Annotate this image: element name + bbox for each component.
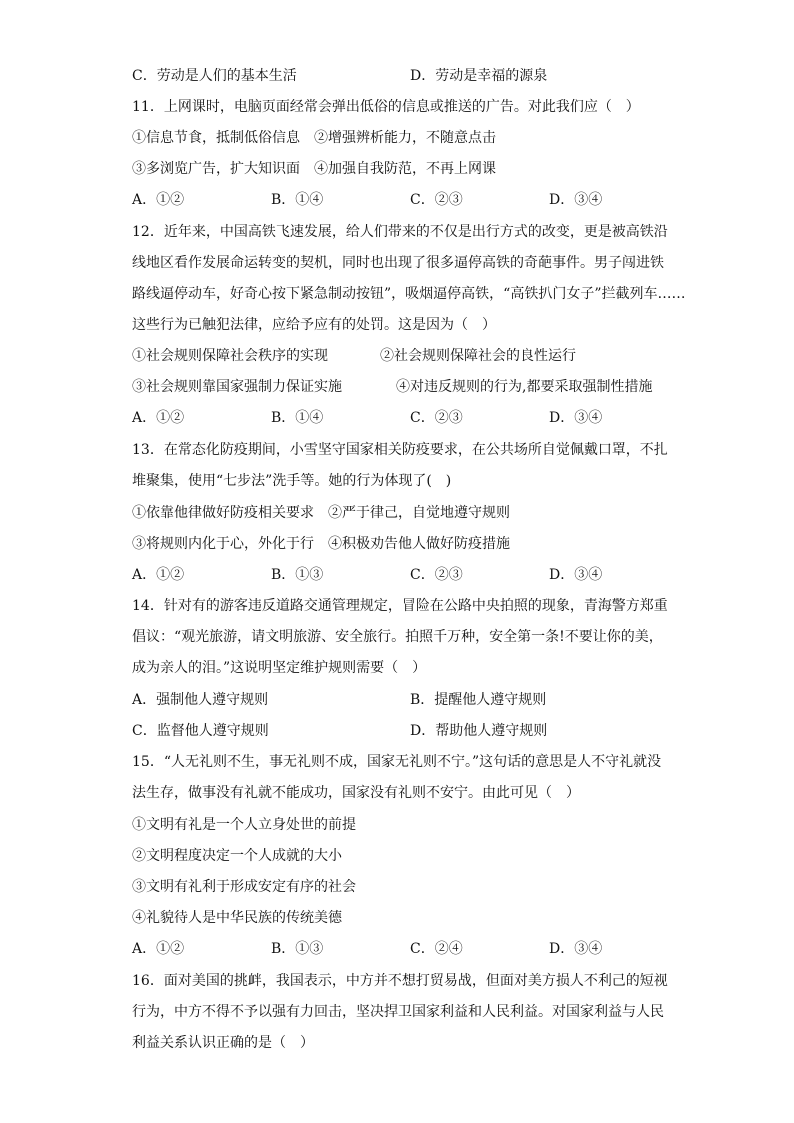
q11-stem-line-1: 11．上网课时，电脑页面经常会弹出低俗的信息或推送的广告。对此我们应（ ）	[132, 99, 640, 115]
q14-option-a: A．强制他人遵守规则	[132, 692, 269, 708]
q11-statement-line-1: ①信息节食，抵制低俗信息 ②增强辨析能力，不随意点击	[132, 130, 496, 146]
q15-stem-line-2: 法生存，做事没有礼就不能成功，国家没有礼则不安宁。由此可见（ ）	[132, 785, 580, 801]
q16-stem-line-2: 行为，中方不得不予以强有力回击，坚决捍卫国家利益和人民利益。对国家利益与人民	[132, 1004, 664, 1020]
q13-stem-line-2: 堆聚集，使用“七步法”洗手等。她的行为体现了( )	[132, 473, 452, 489]
q12-statement-1: ①社会规则保障社会秩序的实现	[132, 348, 328, 364]
q15-statement-1: ①文明有礼是一个人立身处世的前提	[132, 817, 356, 833]
q11-option-d: D．③④	[549, 192, 603, 208]
q13-option-c: C．②③	[410, 567, 463, 583]
q12-stem-line-1: 12．近年来，中国高铁飞速发展，给人们带来的不仅是出行方式的改变，更是被高铁沿	[132, 224, 668, 240]
q14-stem-line-1: 14．针对有的游客违反道路交通管理规定，冒险在公路中央拍照的现象，青海警方郑重	[132, 598, 668, 614]
q13-stem-line-1: 13．在常态化防疫期间，小雪坚守国家相关防疫要求，在公共场所自觉佩戴口罩，不扎	[132, 442, 668, 458]
q16-stem-line-1: 16．面对美国的挑衅，我国表示，中方并不想打贸易战，但面对美方损人不利己的短视	[132, 973, 668, 989]
q14-stem-line-2: 倡议：“观光旅游，请文明旅游、安全旅行。拍照千万种，安全第一条!不要让你的美，	[132, 629, 663, 645]
q11-option-a: A．①②	[132, 192, 185, 208]
q16-stem-line-3: 利益关系认识正确的是（ ）	[132, 1035, 314, 1051]
q11-statement-line-2: ③多浏览广告，扩大知识面 ④加强自我防范，不再上网课	[132, 161, 496, 177]
q14-option-d: D．帮助他人遵守规则	[410, 723, 548, 739]
q13-statement-line-2: ③将规则内化于心，外化于行 ④积极劝告他人做好防疫措施	[132, 536, 510, 552]
q15-stem-line-1: 15．“人无礼则不生，事无礼则不成，国家无礼则不宁。”这句话的意思是人不守礼就没	[132, 754, 662, 770]
q12-stem-line-2: 线地区看作发展命运转变的契机，同时也出现了很多逼停高铁的奇葩事件。男子闯进铁	[132, 255, 664, 271]
q15-statement-2: ②文明程度决定一个人成就的大小	[132, 848, 342, 864]
q12-option-b: B．①④	[271, 410, 324, 426]
q10-option-c: C．劳动是人们的基本生活	[132, 68, 297, 84]
q13-statement-line-1: ①依靠他律做好防疫相关要求 ②严于律己，自觉地遵守规则	[132, 505, 510, 521]
q13-option-b: B．①③	[271, 567, 324, 583]
q12-statement-4: ④对违反规则的行为,都要采取强制性措施	[396, 379, 653, 395]
q11-option-c: C．②③	[410, 192, 463, 208]
q14-option-c: C．监督他人遵守规则	[132, 723, 269, 739]
q12-stem-line-3: 路线逼停动车，好奇心按下紧急制动按钮”，吸烟逼停高铁，“高铁扒门女子”拦截列车……	[132, 286, 686, 302]
q13-option-d: D．③④	[549, 567, 603, 583]
q12-option-d: D．③④	[549, 410, 603, 426]
q12-option-c: C．②③	[410, 410, 463, 426]
q14-option-b: B．提醒他人遵守规则	[410, 692, 547, 708]
q15-option-c: C．②④	[410, 941, 463, 957]
q15-option-a: A．①②	[132, 941, 185, 957]
q14-stem-line-3: 成为亲人的泪。”这说明坚定维护规则需要（ ）	[132, 660, 427, 676]
q10-option-d: D．劳动是幸福的源泉	[410, 68, 548, 84]
q11-option-b: B．①④	[271, 192, 324, 208]
q12-stem-line-4: 这些行为已触犯法律，应给予应有的处罚。这是因为（ ）	[132, 317, 496, 333]
q15-statement-3: ③文明有礼利于形成安定有序的社会	[132, 879, 356, 895]
q15-option-b: B．①③	[271, 941, 324, 957]
q12-statement-3: ③社会规则靠国家强制力保证实施	[132, 379, 342, 395]
q12-statement-2: ②社会规则保障社会的良性运行	[380, 348, 576, 364]
q15-option-d: D．③④	[549, 941, 603, 957]
q13-option-a: A．①②	[132, 567, 185, 583]
q15-statement-4: ④礼貌待人是中华民族的传统美德	[132, 910, 342, 926]
q12-option-a: A．①②	[132, 410, 185, 426]
